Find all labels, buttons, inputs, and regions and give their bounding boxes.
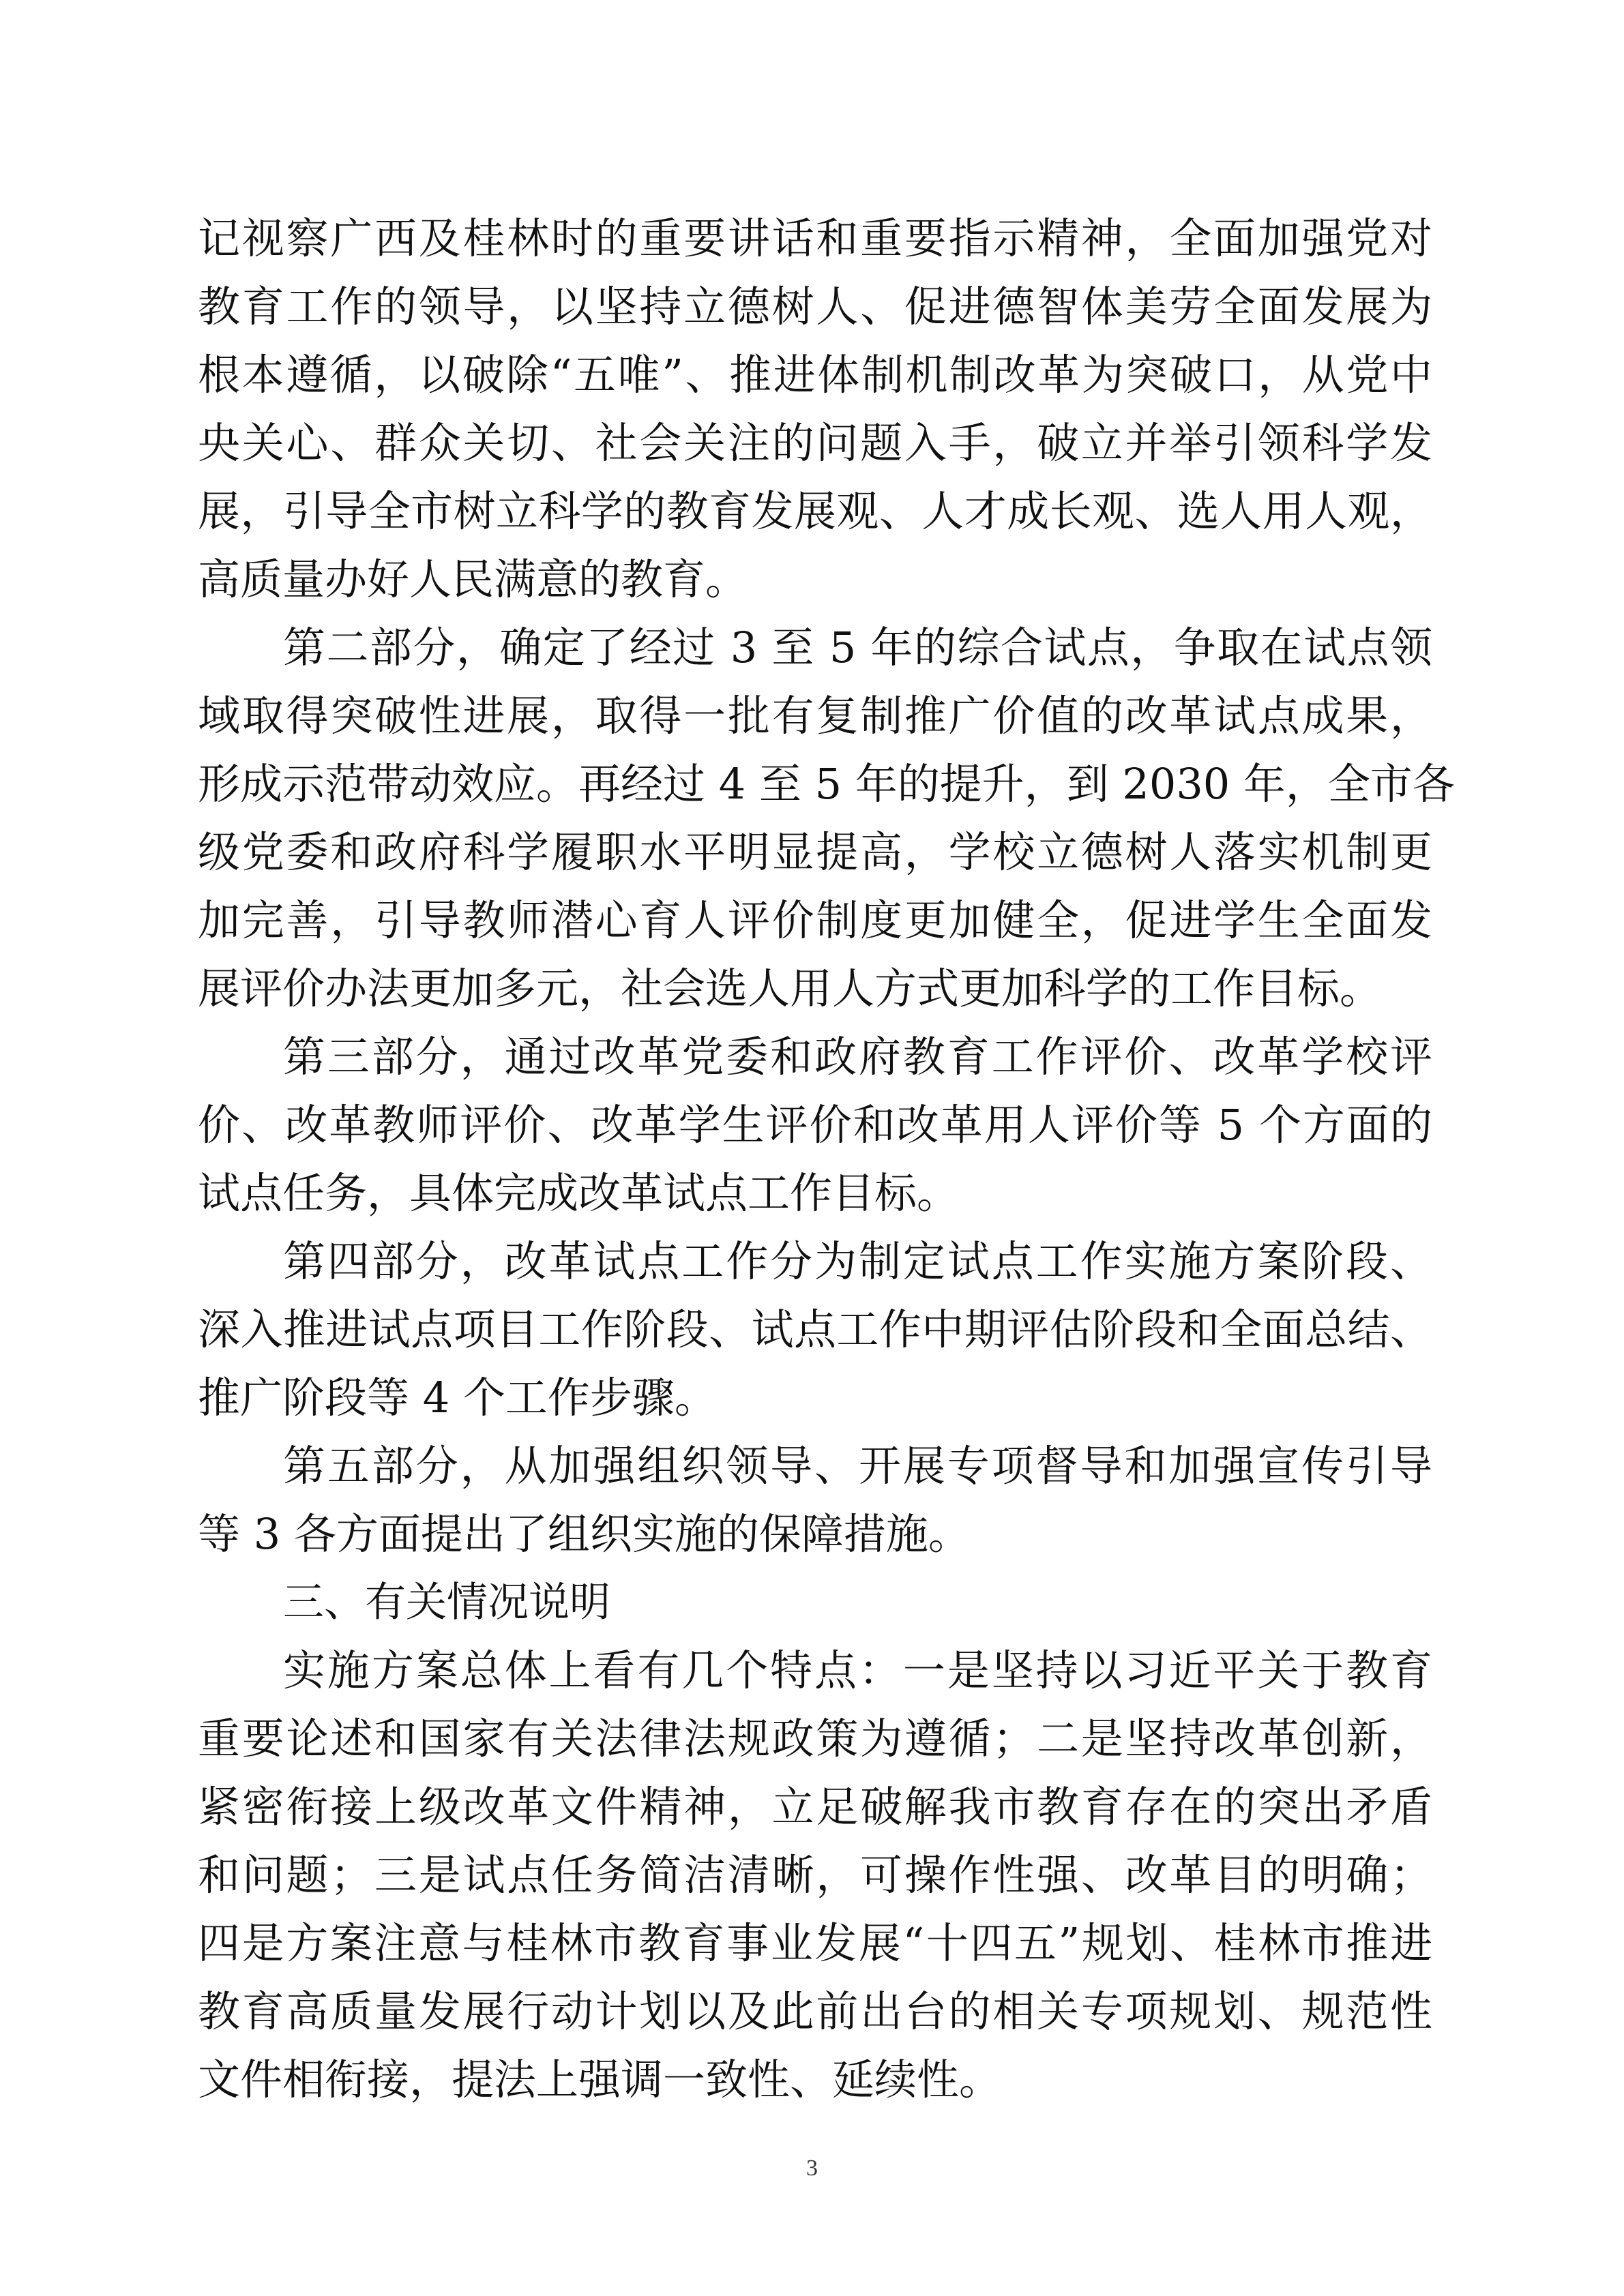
paragraph-line: 价、改革教师评价、改革学生评价和改革用人评价等 5 个方面的 [198,1100,1432,1150]
paragraph-line: 深入推进试点项目工作阶段、试点工作中期评估阶段和全面总结、 [198,1304,1432,1354]
paragraph-line: 文件相衔接，提法上强调一致性、延续性。 [198,2055,1002,2104]
paragraph-line: 高质量办好人民满意的教育。 [198,554,748,604]
paragraph-line: 和问题；三是试点任务简洁清晰，可操作性强、改革目的明确； [198,1850,1432,1900]
paragraph-line: 展，引导全市树立科学的教育发展观、人才成长观、选人用人观， [198,486,1432,536]
paragraph-line: 教育高质量发展行动计划以及此前出台的相关专项规划、规范性 [198,1986,1432,2036]
paragraph-line: 推广阶段等 4 个工作步骤。 [198,1373,717,1422]
paragraph-line: 第四部分，改革试点工作分为制定试点工作实施方案阶段、 [283,1236,1432,1286]
section-heading: 三、有关情况说明 [283,1579,610,1626]
paragraph-line: 教育工作的领导，以坚持立德树人、促进德智体美劳全面发展为 [198,282,1432,331]
paragraph-line: 形成示范带动效应。再经过 4 至 5 年的提升，到 2030 年，全市各 [198,759,1455,809]
paragraph-line: 展评价办法更加多元，社会选人用人方式更加科学的工作目标。 [198,964,1383,1013]
paragraph-line: 试点任务，具体完成改革试点工作目标。 [198,1168,960,1218]
page-number: 3 [806,2156,818,2181]
paragraph-line: 域取得突破性进展，取得一批有复制推广价值的改革试点成果， [198,691,1432,741]
paragraph-line: 加完善，引导教师潜心育人评价制度更加健全，促进学生全面发 [198,895,1432,945]
paragraph-line: 第三部分，通过改革党委和政府教育工作评价、改革学校评 [283,1032,1432,1082]
paragraph-line: 央关心、群众关切、社会关注的问题入手，破立并举引领科学发 [198,418,1432,468]
paragraph-line: 记视察广西及桂林时的重要讲话和重要指示精神，全面加强党对 [198,213,1432,263]
paragraph-line: 等 3 各方面提出了组织实施的保障措施。 [198,1509,971,1559]
paragraph-line: 级党委和政府科学履职水平明显提高，学校立德树人落实机制更 [198,827,1432,877]
paragraph-line: 实施方案总体上看有几个特点：一是坚持以习近平关于教育 [283,1645,1432,1695]
paragraph-line: 紧密衔接上级改革文件精神，立足破解我市教育存在的突出矛盾 [198,1782,1432,1832]
paragraph-line: 四是方案注意与桂林市教育事业发展“十四五”规划、桂林市推进 [198,1918,1432,1968]
paragraph-line: 重要论述和国家有关法律法规政策为遵循；二是坚持改革创新， [198,1714,1432,1763]
paragraph-line: 第二部分，确定了经过 3 至 5 年的综合试点，争取在试点领 [283,623,1432,672]
paragraph-line: 第五部分，从加强组织领导、开展专项督导和加强宣传引导 [283,1441,1432,1491]
paragraph-line: 根本遵循，以破除“五唯”、推进体制机制改革为突破口，从党中 [198,350,1432,400]
